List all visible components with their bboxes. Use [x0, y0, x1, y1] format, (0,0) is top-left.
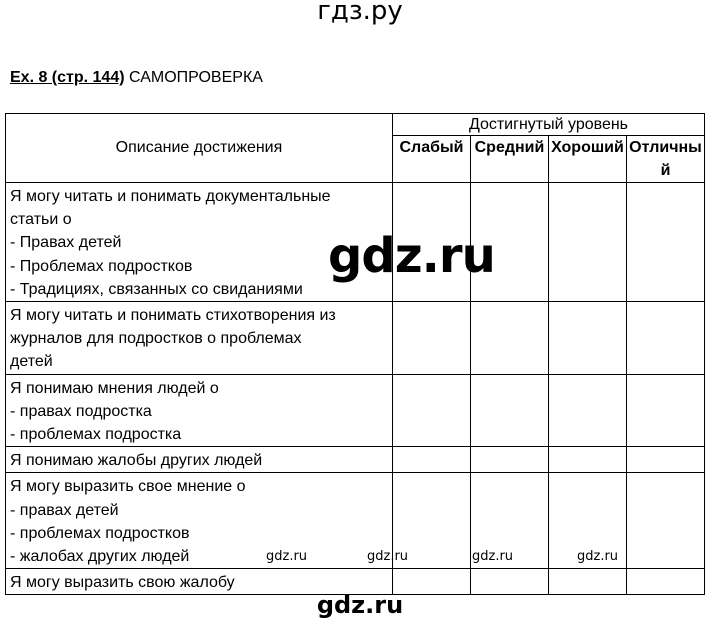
level-mark-cell[interactable]: [470, 374, 548, 447]
site-header: гдз.ру: [317, 0, 403, 26]
description-line: - жалобах других людей: [10, 548, 190, 566]
description-line: - Правах детей: [10, 234, 122, 252]
level-mark-cell[interactable]: [548, 183, 626, 302]
description-line: статьи о: [10, 211, 72, 229]
table-row: [6, 302, 705, 375]
level-mark-cell[interactable]: [626, 374, 704, 447]
achievement-description-cell: [6, 374, 393, 447]
description-line: - Проблемах подростков: [10, 257, 193, 275]
description-column-header: Описание достижения: [6, 114, 393, 183]
self-check-table: [5, 113, 705, 595]
footer-watermark: gdz.ru: [316, 591, 404, 619]
small-watermark: gdz.ru: [577, 549, 619, 564]
level-mark-cell[interactable]: [392, 374, 470, 447]
description-line: - правах детей: [10, 501, 119, 519]
description-line: Я могу читать и понимать стихотворения из: [10, 307, 336, 325]
level-mark-cell[interactable]: [392, 447, 470, 473]
description-line: - проблемах подростков: [10, 524, 190, 542]
exercise-title: САМОПРОВЕРКА: [129, 69, 263, 86]
description-line: Я могу читать и понимать документальные: [10, 188, 331, 205]
table-row: [6, 447, 705, 473]
center-watermark: gdz.ru: [328, 228, 495, 284]
level-header-excellent: Отличный: [626, 136, 704, 183]
level-mark-cell[interactable]: [548, 374, 626, 447]
achievement-description-cell: [6, 302, 393, 375]
description-line: детей: [10, 353, 53, 371]
level-mark-cell[interactable]: [470, 302, 548, 375]
description-line: журналов для подростков о проблемах: [10, 330, 302, 348]
table-row: [6, 374, 705, 447]
achievement-description-cell: [6, 473, 393, 569]
small-watermark: gdz.ru: [367, 549, 409, 564]
level-mark-cell[interactable]: [548, 447, 626, 473]
description-line: - правах подростка: [10, 402, 152, 420]
level-header-good: Хороший: [548, 136, 626, 183]
exercise-heading: [10, 68, 263, 88]
small-watermark: gdz.ru: [266, 549, 308, 564]
level-mark-cell[interactable]: [548, 302, 626, 375]
level-mark-cell[interactable]: [626, 183, 704, 302]
level-mark-cell[interactable]: [470, 447, 548, 473]
level-header-weak: Слабый: [392, 136, 470, 183]
achievement-description-cell: [6, 447, 393, 473]
description-line: - проблемах подростка: [10, 426, 182, 444]
description-line: - Традициях, связанных со свиданиями: [10, 280, 303, 298]
level-group-header: Достигнутый уровень: [392, 114, 704, 136]
small-watermark: gdz.ru: [472, 549, 514, 564]
description-line: Я могу выразить свое мнение о: [10, 478, 246, 496]
level-mark-cell[interactable]: [626, 473, 704, 569]
level-mark-cell[interactable]: [626, 447, 704, 473]
exercise-reference: Ex. 8 (стр. 144): [10, 69, 125, 86]
level-mark-cell[interactable]: [392, 302, 470, 375]
description-line: Я понимаю жалобы других людей: [10, 452, 263, 470]
description-line: Я понимаю мнения людей о: [10, 379, 219, 397]
description-line: Я могу выразить свою жалобу: [10, 574, 235, 592]
level-header-medium: Средний: [470, 136, 548, 183]
level-mark-cell[interactable]: [626, 302, 704, 375]
